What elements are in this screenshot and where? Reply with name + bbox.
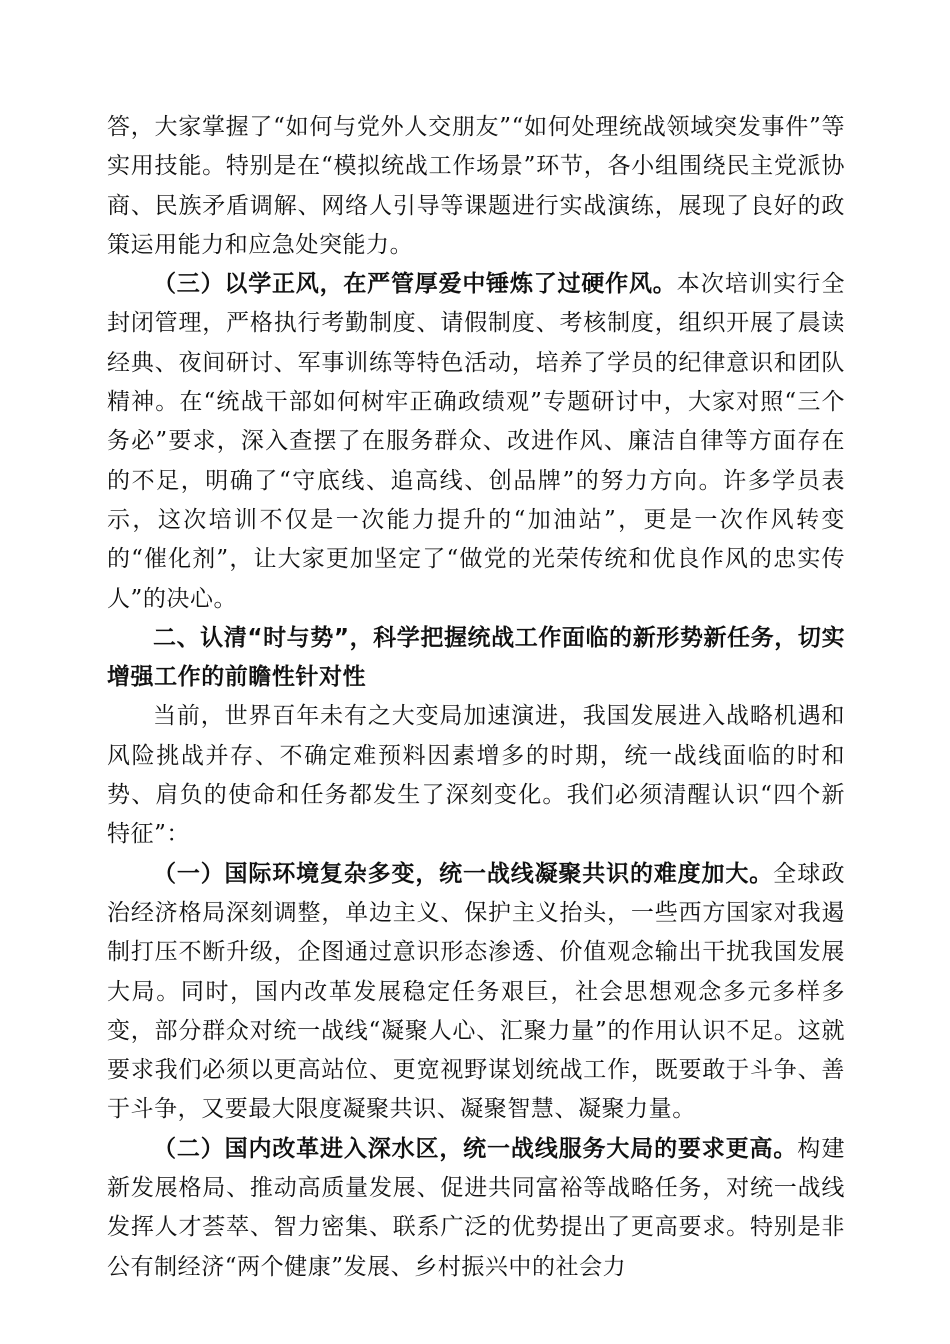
subheading-style: （三）以学正风，在严管厚爱中锤炼了过硬作风。 [153, 271, 677, 298]
paragraph-style-section [107, 265, 845, 619]
paragraph-domestic-body: 构建新发展格局、推动高质量发展、促进共同富裕等战略任务，对统一战线发挥人才荟萃、智力密集、联系广泛的优势提出了更高要求。特别是非公有制经济“两个健康”发展、乡村振兴中的社会力 [107, 1135, 845, 1280]
document-page [107, 108, 845, 1287]
paragraph-international [107, 855, 845, 1130]
paragraph-current-situation: 当前，世界百年未有之大变局加速演进，我国发展进入战略机遇和风险挑战并存、不确定难预料因素增多的时期，统一战线面临的时和势、肩负的使命和任务都发生了深刻变化。我们必须清醒认识“四个新特征”： [107, 703, 845, 848]
subheading-domestic: （二）国内改革进入深水区，统一战线服务大局的要求更高。 [153, 1135, 798, 1162]
paragraph-style-body: 本次培训实行全封闭管理，严格执行考勤制度、请假制度、考核制度，组织开展了晨读经典、夜间研讨、军事训练等特色活动，培养了学员的纪律意识和团队精神。在“统战干部如何树牢正确政绩观”专题研讨中，大家对照“三个务必”要求，深入查摆了在服务群众、改进作风、廉洁自律等方面存在的不足，明确了“守底线、追高线、创品牌”的努力方向。许多学员表示，这次培训不仅是一次能力提升的“加油站”，更是一次作风转变的“催化剂”，让大家更加坚定了“做党的光荣传统和优良作风的忠实传人”的决心。 [107, 271, 845, 612]
paragraph-international-body: 全球政治经济格局深刻调整，单边主义、保护主义抬头，一些西方国家对我遏制打压不断升级，企图通过意识形态渗透、价值观念输出干扰我国发展大局。同时，国内改革发展稳定任务艰巨，社会思想观念多元多样多变，部分群众对统一战线“凝聚人心、汇聚力量”的作用认识不足。这就要求我们必须以更高站位、更宽视野谋划统战工作，既要敢于斗争、善于斗争，又要最大限度凝聚共识、凝聚智慧、凝聚力量。 [107, 860, 845, 1123]
paragraph-domestic [107, 1130, 845, 1287]
paragraph-training-skills: 答，大家掌握了“如何与党外人交朋友”“如何处理统战领域突发事件”等实用技能。特别是在“模拟统战工作场景”环节，各小组围绕民主党派协商、民族矛盾调解、网络人引导等课题进行实战演练，展现了良好的政策运用能力和应急处突能力。 [107, 114, 845, 258]
subheading-international: （一）国际环境复杂多变，统一战线凝聚共识的难度加大。 [153, 860, 774, 887]
section-heading-two: 二、认清“时与势”，科学把握统战工作面临的新形势新任务，切实增强工作的前瞻性针对性 [107, 624, 845, 691]
